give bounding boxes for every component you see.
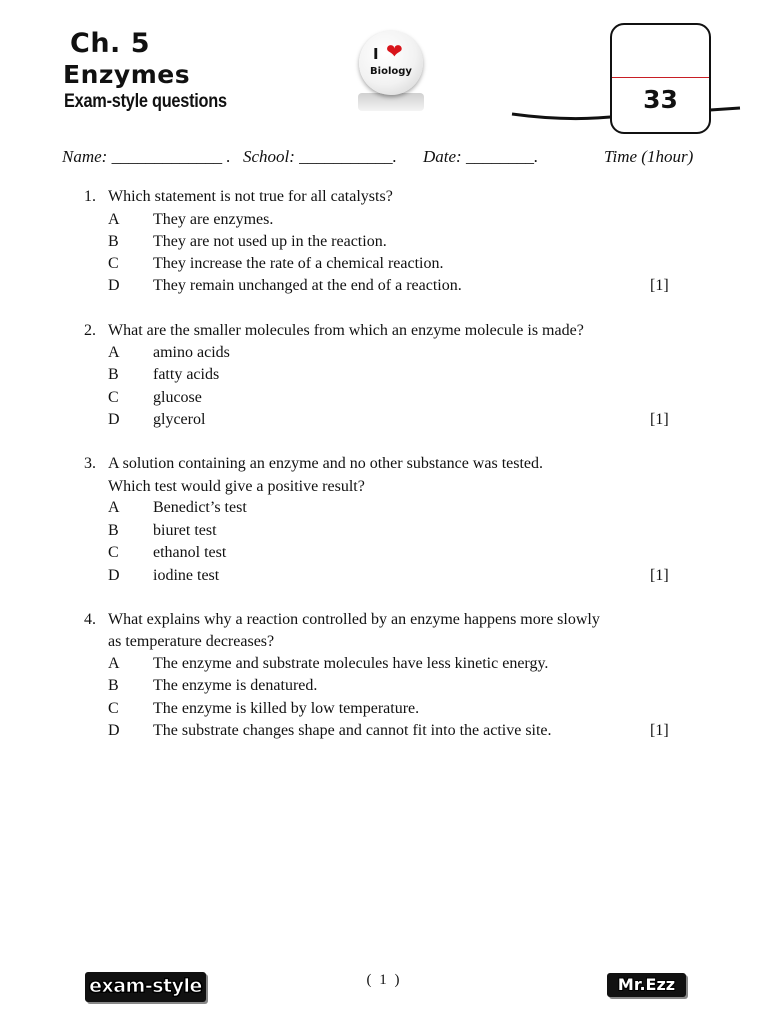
- heart-icon: ❤: [386, 41, 403, 63]
- option-letter: A: [108, 655, 120, 672]
- question-number: 4.: [84, 611, 96, 628]
- question-text: A solution containing an enzyme and no other substance was tested.: [108, 455, 544, 472]
- question-text-continued: Which test would give a positive result?: [108, 478, 365, 495]
- option-letter: A: [108, 344, 120, 361]
- page-subtitle: Exam-style questions: [64, 91, 227, 112]
- question-text: What explains why a reaction controlled by an enzyme happens more slowly: [108, 611, 600, 628]
- score-total: 33: [643, 85, 678, 114]
- question-text: Which statement is not true for all catalysts?: [108, 188, 393, 205]
- school-field[interactable]: School: ___________.: [243, 147, 397, 166]
- option-letter: A: [108, 499, 120, 516]
- page-title: Enzymes: [63, 60, 191, 89]
- option-text: They remain unchanged at the end of a reaction.: [153, 277, 462, 294]
- option-text: They are enzymes.: [153, 211, 274, 228]
- mark-allocation: [1]: [650, 722, 669, 739]
- mark-allocation: [1]: [650, 411, 669, 428]
- option-letter: D: [108, 277, 120, 294]
- author-logo-text: Mr.Ezz: [617, 975, 676, 994]
- option-text: The enzyme and substrate molecules have less kinetic energy.: [153, 655, 549, 672]
- option-text: The enzyme is denatured.: [153, 677, 318, 694]
- author-logo: [607, 973, 686, 997]
- option-letter: A: [108, 211, 120, 228]
- option-text: glycerol: [153, 411, 206, 428]
- mark-allocation: [1]: [650, 567, 669, 584]
- mark-allocation: [1]: [650, 277, 669, 294]
- i-love-biology-badge: [359, 31, 423, 95]
- badge-reflection: [358, 93, 424, 111]
- page-number: ( 1 ): [366, 972, 402, 988]
- option-letter: D: [108, 722, 120, 739]
- option-letter: D: [108, 411, 120, 428]
- option-text: biuret test: [153, 522, 217, 539]
- badge-i-text: I: [373, 45, 379, 63]
- option-letter: C: [108, 389, 119, 406]
- option-text: glucose: [153, 389, 202, 406]
- exam-style-logo-text: exam-style: [89, 975, 202, 997]
- option-text: The substrate changes shape and cannot fit into the active site.: [153, 722, 552, 739]
- name-field[interactable]: Name: _____________ .: [62, 147, 231, 166]
- option-text: Benedict’s test: [153, 499, 247, 516]
- option-text: The enzyme is killed by low temperature.: [153, 700, 420, 717]
- score-box: [610, 23, 711, 134]
- option-text: They are not used up in the reaction.: [153, 233, 387, 250]
- option-text: iodine test: [153, 567, 220, 584]
- time-label: Time (1hour): [604, 147, 694, 166]
- date-field[interactable]: Date: ________.: [423, 147, 539, 166]
- option-text: ethanol test: [153, 544, 227, 561]
- question-number: 2.: [84, 322, 96, 339]
- question-number: 1.: [84, 188, 96, 205]
- option-text: amino acids: [153, 344, 230, 361]
- question-text-continued: as temperature decreases?: [108, 633, 275, 650]
- option-letter: B: [108, 233, 119, 250]
- option-letter: C: [108, 544, 119, 561]
- question-number: 3.: [84, 455, 96, 472]
- score-divider: [612, 77, 709, 78]
- badge-subject-text: Biology: [370, 66, 412, 77]
- option-text: They increase the rate of a chemical reaction.: [153, 255, 444, 272]
- option-letter: D: [108, 567, 120, 584]
- option-letter: B: [108, 677, 119, 694]
- option-letter: C: [108, 255, 119, 272]
- question-text: What are the smaller molecules from which an enzyme molecule is made?: [108, 322, 584, 339]
- chapter-heading: Ch. 5: [70, 28, 150, 59]
- option-text: fatty acids: [153, 366, 220, 383]
- option-letter: C: [108, 700, 119, 717]
- option-letter: B: [108, 366, 119, 383]
- option-letter: B: [108, 522, 119, 539]
